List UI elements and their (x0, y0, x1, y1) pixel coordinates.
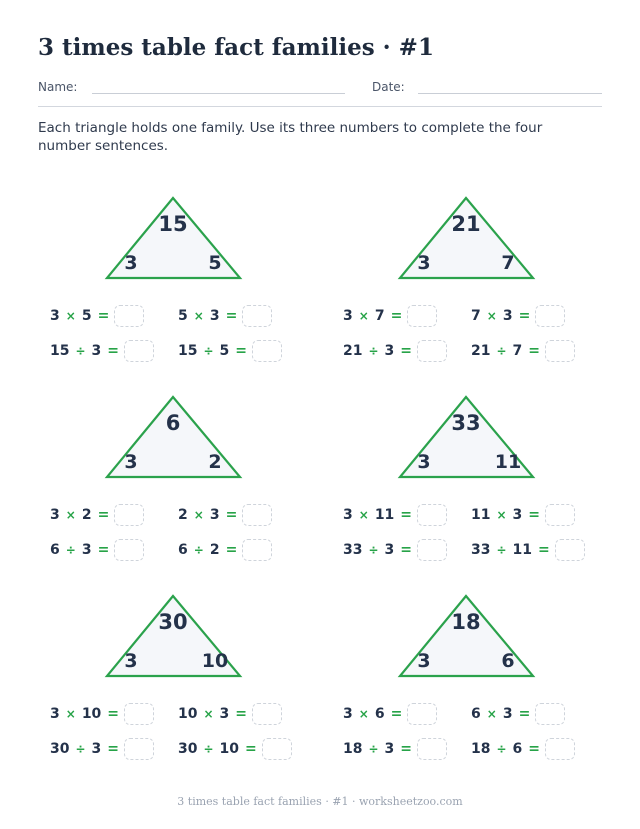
answer-box[interactable] (114, 539, 144, 561)
multiply-sign: × (65, 707, 76, 721)
operand-b: 3 (209, 308, 220, 324)
operand-b: 2 (209, 542, 220, 558)
operand-b: 3 (209, 507, 220, 523)
answer-box[interactable] (114, 305, 144, 327)
triangle-left-number: 3 (417, 650, 431, 672)
operand-b: 11 (512, 542, 533, 558)
answer-box[interactable] (555, 539, 585, 561)
multiply-sign: × (193, 508, 204, 522)
triangle-top-number: 33 (451, 411, 481, 435)
fact-family (37, 389, 327, 569)
operand-b: 3 (502, 308, 513, 324)
answer-box[interactable] (545, 504, 575, 526)
number-sentence (50, 702, 154, 726)
answer-box[interactable] (417, 738, 447, 760)
number-sentence (343, 339, 447, 363)
divide-sign: ÷ (75, 742, 86, 756)
operand-b: 10 (81, 706, 102, 722)
equals-sign: = (518, 308, 531, 324)
multiply-sign: × (486, 707, 497, 721)
number-sentence (471, 339, 575, 363)
name-field[interactable] (92, 93, 345, 94)
number-sentence (178, 538, 272, 562)
number-sentence (343, 503, 447, 527)
divide-sign: ÷ (496, 742, 507, 756)
operand-a: 5 (178, 308, 188, 324)
number-sentence (50, 737, 154, 761)
equals-sign: = (400, 343, 413, 359)
equals-sign: = (400, 507, 413, 523)
equals-sign: = (97, 308, 110, 324)
divide-sign: ÷ (65, 543, 76, 557)
triangle-top-number: 21 (451, 212, 481, 236)
number-sentence (50, 339, 154, 363)
number-sentence (471, 304, 565, 328)
answer-box[interactable] (545, 340, 575, 362)
equals-sign: = (97, 507, 110, 523)
triangle-left-number: 3 (124, 650, 138, 672)
page-title: 3 times table fact families · #1 (38, 34, 434, 61)
operand-a: 3 (50, 507, 60, 523)
operand-b: 3 (384, 343, 395, 359)
operand-b: 5 (219, 343, 230, 359)
triangle-left-number: 3 (124, 451, 138, 473)
answer-box[interactable] (262, 738, 292, 760)
operand-b: 7 (512, 343, 523, 359)
operand-b: 6 (512, 741, 523, 757)
operand-a: 6 (471, 706, 481, 722)
operand-a: 21 (471, 343, 491, 359)
operand-a: 15 (50, 343, 70, 359)
operand-a: 3 (343, 507, 353, 523)
operand-b: 5 (81, 308, 92, 324)
answer-box[interactable] (242, 504, 272, 526)
equals-sign: = (390, 706, 403, 722)
triangle-graphic (37, 389, 257, 489)
triangle-top-number: 18 (451, 610, 481, 634)
operand-b: 11 (374, 507, 395, 523)
answer-box[interactable] (252, 703, 282, 725)
number-sentence (471, 503, 575, 527)
number-sentence (178, 737, 292, 761)
operand-a: 3 (343, 706, 353, 722)
triangle-right-number: 5 (208, 252, 222, 274)
divide-sign: ÷ (496, 543, 507, 557)
multiply-sign: × (193, 309, 204, 323)
operand-b: 3 (502, 706, 513, 722)
equals-sign: = (225, 507, 238, 523)
equals-sign: = (107, 741, 120, 757)
number-sentence (178, 339, 282, 363)
fact-family (330, 588, 620, 768)
equals-sign: = (528, 507, 541, 523)
triangle-graphic (37, 588, 257, 688)
answer-box[interactable] (417, 539, 447, 561)
answer-box[interactable] (242, 539, 272, 561)
number-sentence (178, 702, 282, 726)
divide-sign: ÷ (203, 344, 214, 358)
equals-sign: = (538, 542, 550, 558)
number-sentence (343, 538, 447, 562)
triangle-right-number: 7 (501, 252, 515, 274)
instructions: Each triangle holds one family. Use its three numbers to complete the four number sentences. (38, 120, 543, 154)
number-sentence (50, 538, 144, 562)
triangle-graphic (330, 190, 550, 290)
triangle-top-number: 30 (158, 610, 188, 634)
equals-sign: = (245, 741, 257, 757)
operand-a: 30 (178, 741, 198, 757)
operand-a: 3 (343, 308, 353, 324)
equals-sign: = (390, 308, 403, 324)
multiply-sign: × (496, 508, 507, 522)
operand-b: 3 (384, 542, 395, 558)
triangle-right-number: 10 (201, 650, 229, 672)
answer-box[interactable] (242, 305, 272, 327)
number-sentence (471, 702, 565, 726)
divide-sign: ÷ (193, 543, 204, 557)
number-sentence (50, 503, 144, 527)
number-sentence (178, 503, 272, 527)
answer-box[interactable] (124, 738, 154, 760)
answer-box[interactable] (417, 504, 447, 526)
triangle-left-number: 3 (417, 252, 431, 274)
multiply-sign: × (203, 707, 214, 721)
operand-b: 3 (91, 741, 102, 757)
equals-sign: = (528, 343, 541, 359)
divide-sign: ÷ (368, 543, 379, 557)
triangle-graphic (330, 389, 550, 489)
operand-b: 10 (219, 741, 240, 757)
answer-box[interactable] (124, 703, 154, 725)
number-sentence (50, 304, 144, 328)
operand-b: 3 (512, 507, 523, 523)
divide-sign: ÷ (368, 742, 379, 756)
date-field[interactable] (418, 93, 602, 94)
operand-a: 21 (343, 343, 363, 359)
operand-a: 7 (471, 308, 481, 324)
answer-box[interactable] (545, 738, 575, 760)
operand-b: 7 (374, 308, 385, 324)
triangle-right-number: 6 (501, 650, 515, 672)
triangle-left-number: 3 (124, 252, 138, 274)
triangle-top-number: 6 (165, 411, 181, 435)
operand-a: 30 (50, 741, 70, 757)
answer-box[interactable] (114, 504, 144, 526)
operand-b: 2 (81, 507, 92, 523)
operand-b: 3 (91, 343, 102, 359)
operand-b: 6 (374, 706, 385, 722)
footer: 3 times table fact families · #1 · worksheetzoo.com (177, 795, 463, 808)
date-label: Date: (372, 80, 405, 94)
operand-a: 3 (50, 308, 60, 324)
triangle-top-number: 15 (158, 212, 188, 236)
multiply-sign: × (65, 508, 76, 522)
equals-sign: = (225, 308, 238, 324)
operand-b: 3 (81, 542, 92, 558)
equals-sign: = (107, 343, 120, 359)
divide-sign: ÷ (203, 742, 214, 756)
number-sentence (471, 737, 575, 761)
divide-sign: ÷ (496, 344, 507, 358)
name-label: Name: (38, 80, 78, 94)
equals-sign: = (400, 741, 413, 757)
operand-a: 15 (178, 343, 198, 359)
operand-b: 3 (384, 741, 395, 757)
operand-a: 10 (178, 706, 198, 722)
triangle-right-number: 11 (494, 451, 522, 473)
triangle-graphic (330, 588, 550, 688)
divide-sign: ÷ (75, 344, 86, 358)
header-divider (38, 106, 602, 107)
triangle-left-number: 3 (417, 451, 431, 473)
multiply-sign: × (358, 707, 369, 721)
equals-sign: = (97, 542, 110, 558)
operand-a: 33 (343, 542, 363, 558)
number-sentence (471, 538, 585, 562)
operand-a: 11 (471, 507, 491, 523)
answer-box[interactable] (417, 340, 447, 362)
multiply-sign: × (358, 309, 369, 323)
operand-a: 18 (343, 741, 363, 757)
operand-b: 3 (219, 706, 230, 722)
equals-sign: = (528, 741, 541, 757)
equals-sign: = (235, 706, 248, 722)
multiply-sign: × (486, 309, 497, 323)
number-sentence (178, 304, 272, 328)
fact-family (330, 190, 620, 370)
number-sentence (343, 702, 437, 726)
fact-family (37, 190, 327, 370)
answer-box[interactable] (535, 305, 565, 327)
equals-sign: = (225, 542, 238, 558)
answer-box[interactable] (252, 340, 282, 362)
number-sentence (343, 304, 437, 328)
operand-a: 2 (178, 507, 188, 523)
operand-a: 33 (471, 542, 491, 558)
multiply-sign: × (358, 508, 369, 522)
operand-a: 6 (50, 542, 60, 558)
triangle-right-number: 2 (208, 451, 222, 473)
answer-box[interactable] (535, 703, 565, 725)
operand-a: 6 (178, 542, 188, 558)
answer-box[interactable] (407, 703, 437, 725)
equals-sign: = (400, 542, 413, 558)
divide-sign: ÷ (368, 344, 379, 358)
triangle-graphic (37, 190, 257, 290)
equals-sign: = (235, 343, 248, 359)
fact-family (330, 389, 620, 569)
operand-a: 18 (471, 741, 491, 757)
answer-box[interactable] (407, 305, 437, 327)
multiply-sign: × (65, 309, 76, 323)
answer-box[interactable] (124, 340, 154, 362)
fact-family (37, 588, 327, 768)
equals-sign: = (107, 706, 120, 722)
operand-a: 3 (50, 706, 60, 722)
equals-sign: = (518, 706, 531, 722)
number-sentence (343, 737, 447, 761)
